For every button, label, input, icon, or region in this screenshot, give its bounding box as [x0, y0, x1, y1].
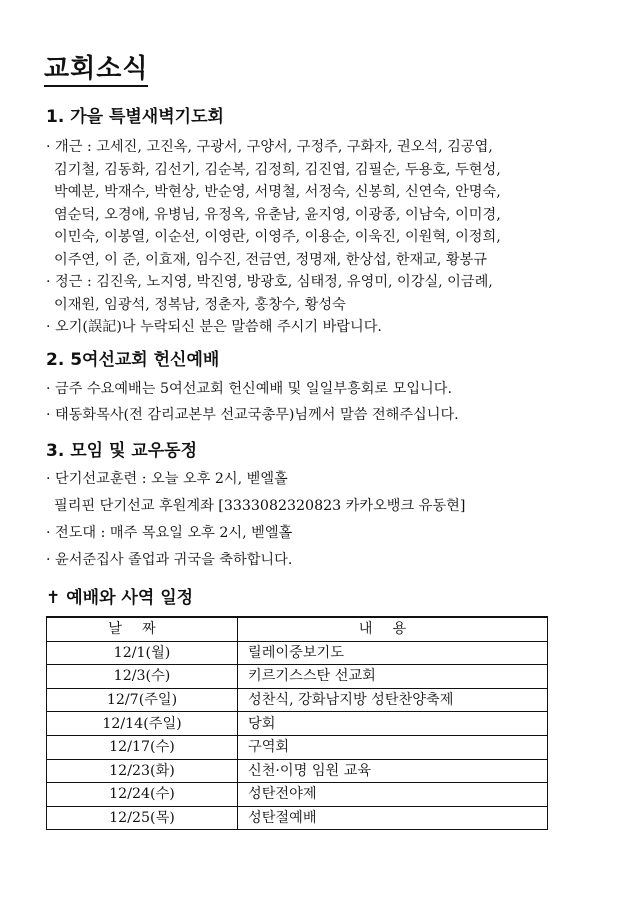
- section1-line: 김기철, 김동화, 김선기, 김순복, 김정희, 김진엽, 김필순, 두용호, 두현성,: [54, 161, 501, 178]
- column-header-content: 내용: [238, 617, 548, 641]
- section2-body: [46, 378, 594, 427]
- row-date: 12/24(수): [47, 783, 238, 807]
- table-row: [47, 735, 548, 759]
- row-content: 구역회: [238, 735, 548, 759]
- section2-line: · 태동화목사(전 감리교본부 선교국총무)님께서 말씀 전해주십니다.: [46, 407, 459, 423]
- section1-line: 이민숙, 이봉열, 이순선, 이영란, 이영주, 이용순, 이욱진, 이원혁, 이정희,: [54, 229, 501, 245]
- section3-body: [46, 468, 594, 572]
- table-header-row: [47, 617, 548, 641]
- schedule-heading: 예배와 사역 일정: [66, 588, 194, 608]
- table-row: [47, 783, 548, 807]
- section1-line: 이재원, 임광석, 정복남, 정춘자, 홍창수, 황성숙: [54, 296, 346, 313]
- section1-line: 박예분, 박재수, 박현상, 반순영, 서명철, 서정숙, 신봉희, 신연숙, 안명숙,: [54, 184, 501, 200]
- table-row: [47, 712, 548, 736]
- section1-body: [46, 136, 594, 339]
- row-content: 성찬식, 강화남지방 성탄찬양축제: [238, 688, 548, 712]
- row-content: 릴레이중보기도: [238, 641, 548, 665]
- section1-line: · 개근 : 고세진, 고진옥, 구광서, 구양서, 구정주, 구화자, 권오석, 김공엽,: [46, 139, 493, 155]
- table-row: [47, 806, 548, 830]
- row-content: 당회: [238, 712, 548, 736]
- page-title: 교회소식: [44, 54, 148, 87]
- schedule-table: [46, 616, 548, 830]
- section2-line: · 금주 수요예배는 5여선교회 헌신예배 및 일일부흥회로 모입니다.: [46, 381, 452, 397]
- section3-line: 필리핀 단기선교 후원계좌 [3333082320823 카카오뱅크 유동현]: [54, 498, 466, 514]
- row-content: 신천·이명 임원 교육: [238, 759, 548, 783]
- table-row: [47, 688, 548, 712]
- section3-line: · 윤서준집사 졸업과 귀국을 축하합니다.: [46, 552, 293, 568]
- column-header-date: 날짜: [47, 617, 238, 641]
- row-content: 키르기스스탄 선교회: [238, 665, 548, 689]
- section2-heading: 2. 5여선교회 헌신예배: [46, 350, 220, 370]
- row-date: 12/23(화): [47, 759, 238, 783]
- section1-line: 이주연, 이 준, 이효재, 임수진, 전금연, 정명재, 한상섭, 한재교, 황봉규: [54, 251, 488, 268]
- section3-line: · 단기선교훈련 : 오늘 오후 2시, 벧엘홀: [46, 471, 288, 487]
- table-row: [47, 759, 548, 783]
- section1-heading: 1. 가을 특별새벽기도회: [46, 107, 224, 127]
- row-date: 12/25(목): [47, 806, 238, 830]
- table-row: [47, 665, 548, 689]
- section1-line: · 정근 : 김진욱, 노지영, 박진영, 방광호, 심태정, 유영미, 이강실, 이금례,: [46, 274, 493, 290]
- row-content: 성탄절예배: [238, 806, 548, 830]
- section1-line: · 오기(誤記)나 누락되신 분은 말씀해 주시기 바랍니다.: [46, 319, 382, 335]
- row-date: 12/14(주일): [47, 712, 238, 736]
- row-date: 12/7(주일): [47, 688, 238, 712]
- cross-icon: ✝: [46, 588, 61, 608]
- section3-heading: 3. 모임 및 교우동정: [46, 441, 197, 461]
- table-row: [47, 641, 548, 665]
- row-content: 성탄전야제: [238, 783, 548, 807]
- section1-line: 염순덕, 오경애, 유병님, 유정옥, 유춘남, 윤지영, 이광종, 이남숙, 이미경,: [54, 206, 501, 223]
- row-date: 12/1(월): [47, 641, 238, 665]
- section3-line: · 전도대 : 매주 목요일 오후 2시, 벧엘홀: [46, 525, 293, 541]
- schedule-heading-row: [46, 587, 193, 609]
- row-date: 12/17(수): [47, 735, 238, 759]
- row-date: 12/3(수): [47, 665, 238, 689]
